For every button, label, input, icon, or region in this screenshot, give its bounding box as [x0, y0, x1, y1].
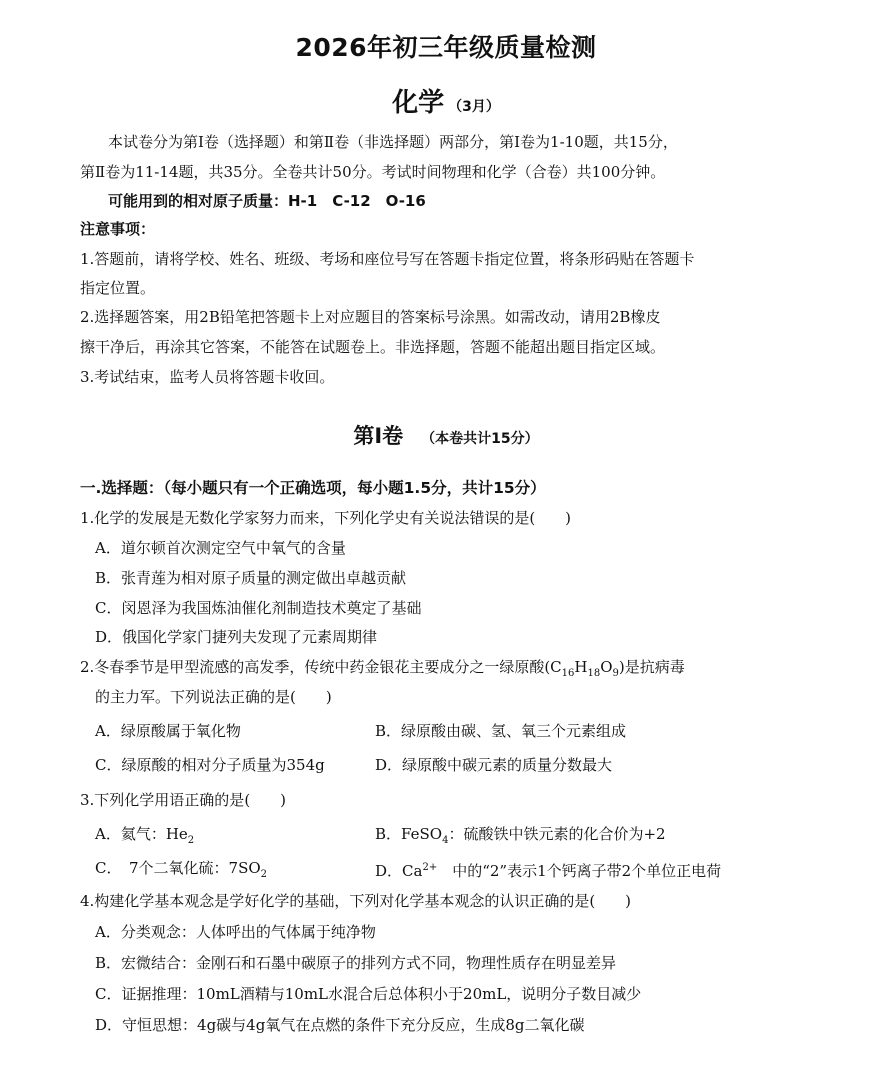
q4-option-b: B．宏微结合：金刚石和石墨中碳原子的排列方式不同，物理性质存在明显差异 — [95, 954, 617, 972]
q2-stem-start: 2.冬春季节是甲型流感的高发季，传统中药金银花主要成分之一绿原酸( — [80, 658, 551, 676]
q3-option-a — [95, 824, 194, 851]
atomic-mass-line: 可能用到的相对原子质量：H-1 C-12 O-16 — [108, 192, 426, 210]
q2-option-d: D．绿原酸中碳元素的质量分数最大 — [375, 756, 613, 774]
q3-b-rest: ：硫酸铁中铁元素的化合价为+2 — [448, 825, 666, 843]
subject-month: （3月） — [448, 99, 500, 115]
q2-stem-line-2: 的主力军。下列说法正确的是( ) — [95, 688, 332, 706]
q3-c-sub: 2 — [260, 869, 268, 880]
subject-name: 化学 — [392, 88, 445, 118]
formula-o: O — [600, 658, 613, 676]
q3-d-rest: 中的“2”表示1个钙离子带2个单位正电荷 — [437, 862, 722, 880]
subject-title — [0, 82, 892, 119]
q4-option-d: D．守恒思想：4g碳与4g氧气在点燃的条件下充分反应，生成8g二氧化碳 — [95, 1016, 585, 1034]
q1-stem: 1.化学的发展是无数化学家努力而来，下列化学史有关说法错误的是( ) — [80, 509, 572, 527]
q3-a-text: A．氦气：He — [95, 825, 188, 843]
section-title: 一.选择题：（每小题只有一个正确选项，每小题1.5分，共计15分） — [80, 479, 546, 497]
q3-option-d — [375, 858, 721, 881]
formula-o-sub: 9 — [612, 668, 619, 679]
q4-option-c: C．证据推理：10mL酒精与10mL水混合后总体积小于20mL，说明分子数目减少 — [95, 985, 642, 1003]
formula-c: C — [550, 658, 562, 676]
volume-heading — [0, 420, 892, 450]
note-1-line-2: 指定位置。 — [80, 279, 156, 297]
q2-stem-line-1 — [80, 657, 685, 684]
notes-heading: 注意事项： — [80, 220, 156, 238]
formula-h-sub: 18 — [587, 668, 601, 679]
q2-option-c: C．绿原酸的相对分子质量为354g — [95, 756, 325, 774]
intro-line-1: 本试卷分为第Ⅰ卷（选择题）和第Ⅱ卷（非选择题）两部分，第Ⅰ卷为1-10题，共15分， — [108, 133, 678, 151]
q3-option-b — [375, 824, 666, 851]
q1-option-c: C．闵恩泽为我国炼油催化剂制造技术奠定了基础 — [95, 599, 422, 617]
note-2-line-1: 2.选择题答案，用2B铅笔把答题卡上对应题目的答案标号涂黑。如需改动，请用2B橡皮 — [80, 308, 661, 326]
q1-option-b: B．张青莲为相对原子质量的测定做出卓越贡献 — [95, 569, 407, 587]
q3-d-sup: 2+ — [422, 862, 438, 873]
q3-a-sub: 2 — [187, 835, 195, 846]
q2-option-a: A．绿原酸属于氧化物 — [95, 722, 241, 740]
q3-b-text: B．FeSO — [375, 825, 443, 843]
intro-line-2: 第Ⅱ卷为11-14题，共35分。全卷共计50分。考试时间物理和化学（合卷）共100分钟。 — [80, 163, 666, 181]
note-3: 3.考试结束，监考人员将答题卡收回。 — [80, 368, 335, 386]
q2-stem-end: )是抗病毒 — [618, 658, 685, 676]
formula-h: H — [574, 658, 588, 676]
formula-c-sub: 16 — [561, 668, 575, 679]
q4-option-a: A．分类观念：人体呼出的气体属于纯净物 — [95, 923, 376, 941]
q1-option-d: D．俄国化学家门捷列夫发现了元素周期律 — [95, 628, 378, 646]
q3-c-text: C． 7个二氧化硫：7SO — [95, 859, 261, 877]
q3-stem: 3.下列化学用语正确的是( ) — [80, 791, 287, 809]
q3-option-c — [95, 858, 267, 885]
volume-name: 第Ⅰ卷 — [353, 424, 404, 448]
exam-title: 2026年初三年级质量检测 — [295, 33, 597, 62]
q2-formula — [550, 658, 619, 679]
q3-d-text: D．Ca — [375, 862, 423, 880]
q2-option-b: B．绿原酸由碳、氢、氧三个元素组成 — [375, 722, 627, 740]
note-1-line-1: 1.答题前，请将学校、姓名、班级、考场和座位号写在答题卡指定位置，将条形码贴在答题卡 — [80, 250, 695, 268]
q1-option-a: A．道尔顿首次测定空气中氧气的含量 — [95, 539, 346, 557]
q4-stem: 4.构建化学基本观念是学好化学的基础，下列对化学基本观念的认识正确的是( ) — [80, 892, 632, 910]
q3-b-sub: 4 — [442, 835, 449, 846]
note-2-line-2: 擦干净后，再涂其它答案，不能答在试题卷上。非选择题，答题不能超出题目指定区域。 — [80, 338, 666, 356]
volume-note: （本卷共计15分） — [421, 431, 539, 447]
